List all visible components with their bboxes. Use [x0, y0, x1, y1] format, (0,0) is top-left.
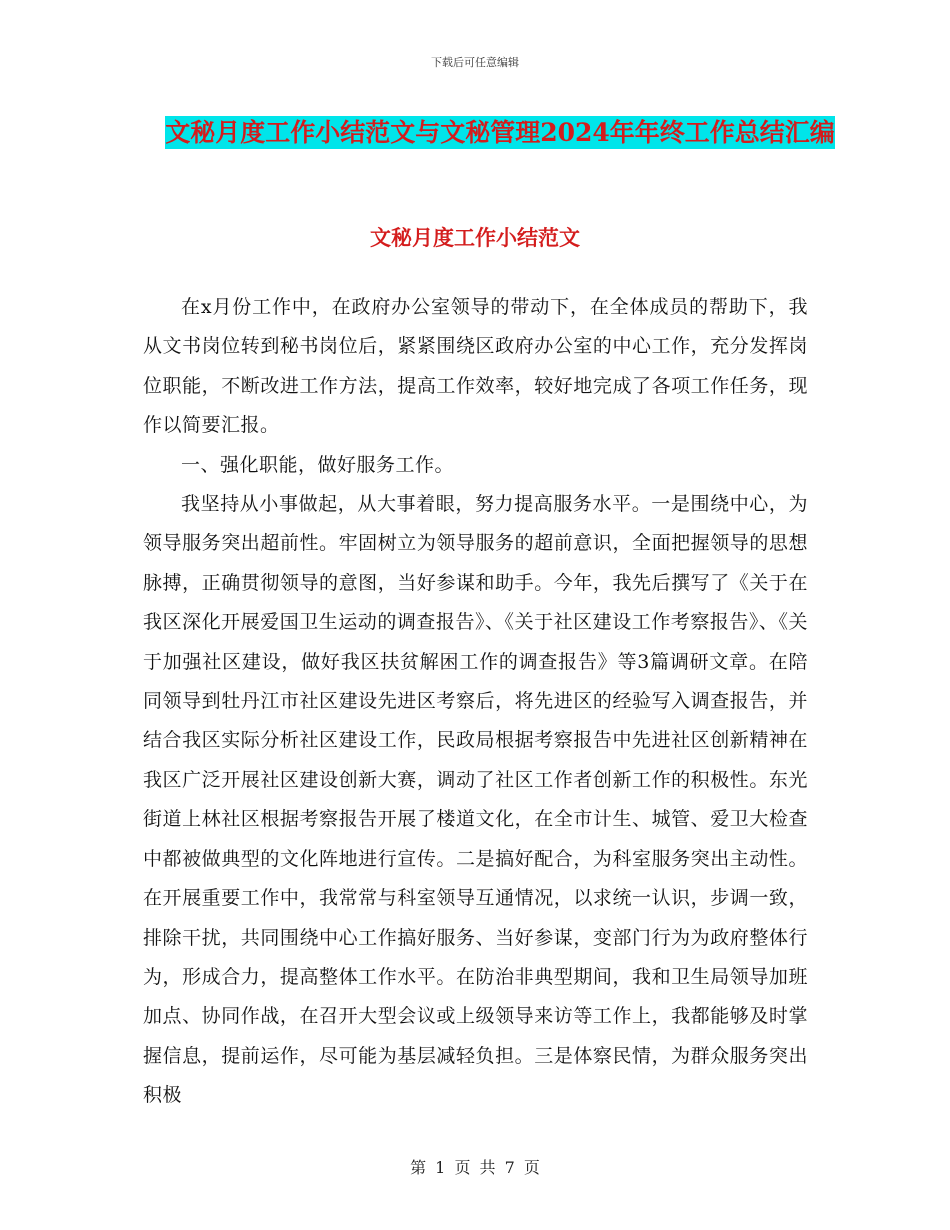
paragraph-heading-1: 一、强化职能，做好服务工作。 [181, 453, 455, 476]
document-title [150, 110, 850, 156]
document-title-text: 文秘月度工作小结范文与文秘管理2024年年终工作总结汇编 [165, 118, 835, 147]
page-footer: 第 1 页 共 7 页 [410, 1158, 540, 1177]
section-title: 文秘月度工作小结范文 [370, 225, 580, 250]
paragraph-intro: 在x月份工作中，在政府办公室领导的带动下，在全体成员的帮助下，我从文书岗位转到秘书岗位后，紧紧围绕区政府办公室的中心工作，充分发挥岗位职能，不断改进工作方法，提高工作效率，较好地完成了各项工作任务，现作以简要汇报。 [143, 296, 808, 437]
page-header-note: 下载后可任意编辑 [431, 56, 519, 69]
document-body [143, 288, 808, 1116]
paragraph-body-1: 我坚持从小事做起，从大事着眼，努力提高服务水平。一是围绕中心，为领导服务突出超前性。牢固树立为领导服务的超前意识，全面把握领导的思想脉搏，正确贯彻领导的意图，当好参谋和助手。今年，我先后撰写了《关于在我区深化开展爱国卫生运动的调查报告》、《关于社区建设工作考察报告》、《关于加强社区建设，做好我区扶贫解困工作的调查报告》等3篇调研文章。在陪同领导到牡丹江市社区建设先进区考察后，将先进区的经验写入调查报告，并结合我区实际分析社区建设工作，民政局根据考察报告中先进社区创新精神在我区广泛开展社区建设创新大赛，调动了社区工作者创新工作的积极性。东光街道上林社区根据考察报告开展了楼道文化，在全市计生、城管、爱卫大检查中都被做典型的文化阵地进行宣传。二是搞好配合，为科室服务突出主动性。在开展重要工作中，我常常与科室领导互通情况，以求统一认识，步调一致，排除干扰，共同围绕中心工作搞好服务、当好参谋，变部门行为为政府整体行为，形成合力，提高整体工作水平。在防治非典型期间，我和卫生局领导加班加点、协同作战，在召开大型会议或上级领导来访等工作上，我都能够及时掌握信息，提前运作，尽可能为基层减轻负担。三是体察民情，为群众服务突出积极 [143, 493, 808, 1107]
